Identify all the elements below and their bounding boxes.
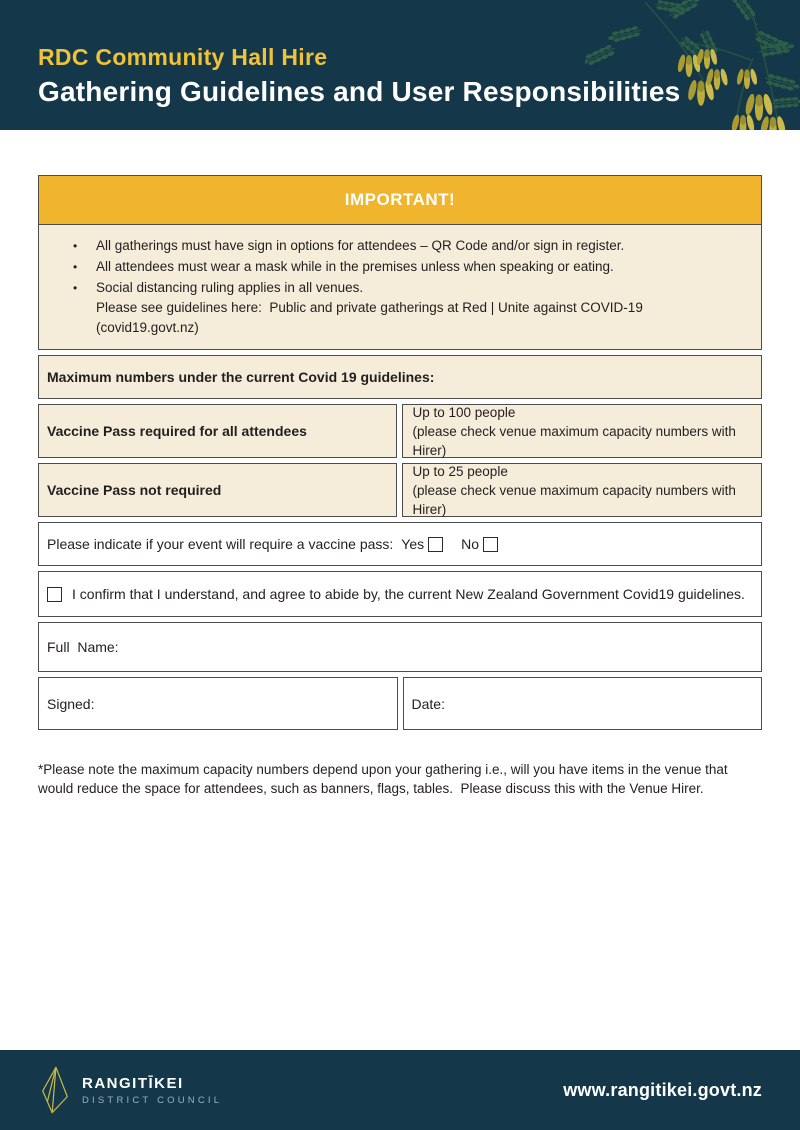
signature-row — [38, 677, 762, 730]
rangitikei-logo — [38, 1065, 222, 1115]
confirm-checkbox[interactable] — [47, 587, 62, 602]
no-checkbox[interactable] — [483, 537, 498, 552]
section-heading-row — [38, 355, 762, 399]
capacity-footnote: *Please note the maximum capacity numbers depend upon your gathering i.e., will you have items in the venue that would reduce the space for attendees, such as banners, flags, tables. Please discuss this with the Venue Hirer. — [38, 762, 732, 796]
full-name-field[interactable] — [38, 622, 762, 672]
capacity-value: Up to 100 people — [412, 404, 516, 420]
list-item — [39, 236, 745, 256]
vaccine-pass-not-required-label-cell — [38, 463, 397, 517]
date-label: Date: — [411, 695, 445, 712]
capacity-note: (please check venue maximum capacity numbers with Hirer) — [412, 482, 740, 517]
signed-field[interactable] — [38, 677, 398, 730]
capacity-note: (please check venue maximum capacity numbers with Hirer) — [412, 423, 740, 458]
capacity-value: Up to 25 people — [412, 463, 508, 479]
row-label: Vaccine Pass required for all attendees — [47, 423, 307, 439]
date-field[interactable] — [403, 677, 763, 730]
signed-label: Signed: — [47, 695, 95, 712]
bullet-text: All attendees must wear a mask while in the premises unless when speaking or eating. — [96, 259, 614, 274]
vaccine-question-label: Please indicate if your event will require a vaccine pass: — [47, 536, 394, 552]
no-label: No — [461, 536, 480, 552]
confirmation-row — [38, 571, 762, 617]
document-pretitle: RDC Community Hall Hire — [38, 44, 328, 70]
full-name-label: Full Name: — [47, 639, 119, 655]
page-header — [0, 0, 800, 130]
list-item — [39, 257, 745, 277]
table-row — [38, 463, 762, 517]
list-item — [39, 278, 745, 298]
guidelines-link-text: Please see guidelines here: Public and private gatherings at Red | Unite against COVID-19 (covid19.govt.nz) — [96, 300, 647, 335]
org-subtitle: DISTRICT COUNCIL — [82, 1094, 223, 1106]
bullet-icon: • — [73, 260, 78, 274]
bullet-text: Social distancing ruling applies in all venues. — [96, 280, 364, 295]
page-title: Gathering Guidelines and User Responsibilities — [38, 76, 681, 107]
vaccine-pass-required-label-cell — [38, 404, 397, 458]
vaccine-pass-not-required-value-cell — [402, 463, 763, 517]
guidelines-bullet-list — [38, 225, 762, 350]
section-heading: Maximum numbers under the current Covid 19 guidelines: — [47, 369, 435, 385]
bullet-icon: • — [73, 281, 78, 295]
guidelines-form — [38, 175, 762, 730]
yes-checkbox[interactable] — [428, 537, 443, 552]
important-banner: IMPORTANT! — [38, 175, 762, 225]
logo-text — [82, 1075, 222, 1106]
row-label: Vaccine Pass not required — [47, 482, 222, 498]
table-row — [38, 404, 762, 458]
confirm-statement: I confirm that I understand, and agree to abide by, the current New Zealand Government Covid19 guidelines. — [72, 586, 745, 602]
logo-diamond-icon — [38, 1065, 72, 1115]
vaccine-pass-required-value-cell — [402, 404, 763, 458]
bullet-text: All gatherings must have sign in options for attendees – QR Code and/or sign in register. — [96, 238, 625, 253]
website-url: www.rangitikei.govt.nz — [563, 1079, 762, 1100]
bullet-icon: • — [73, 239, 78, 253]
yes-label: Yes — [401, 536, 425, 552]
vaccine-pass-question-row — [38, 522, 762, 566]
org-name: RANGITĪKEI — [82, 1074, 184, 1092]
kowhai-flower-decoration — [585, 0, 800, 130]
page-footer — [0, 1050, 800, 1130]
